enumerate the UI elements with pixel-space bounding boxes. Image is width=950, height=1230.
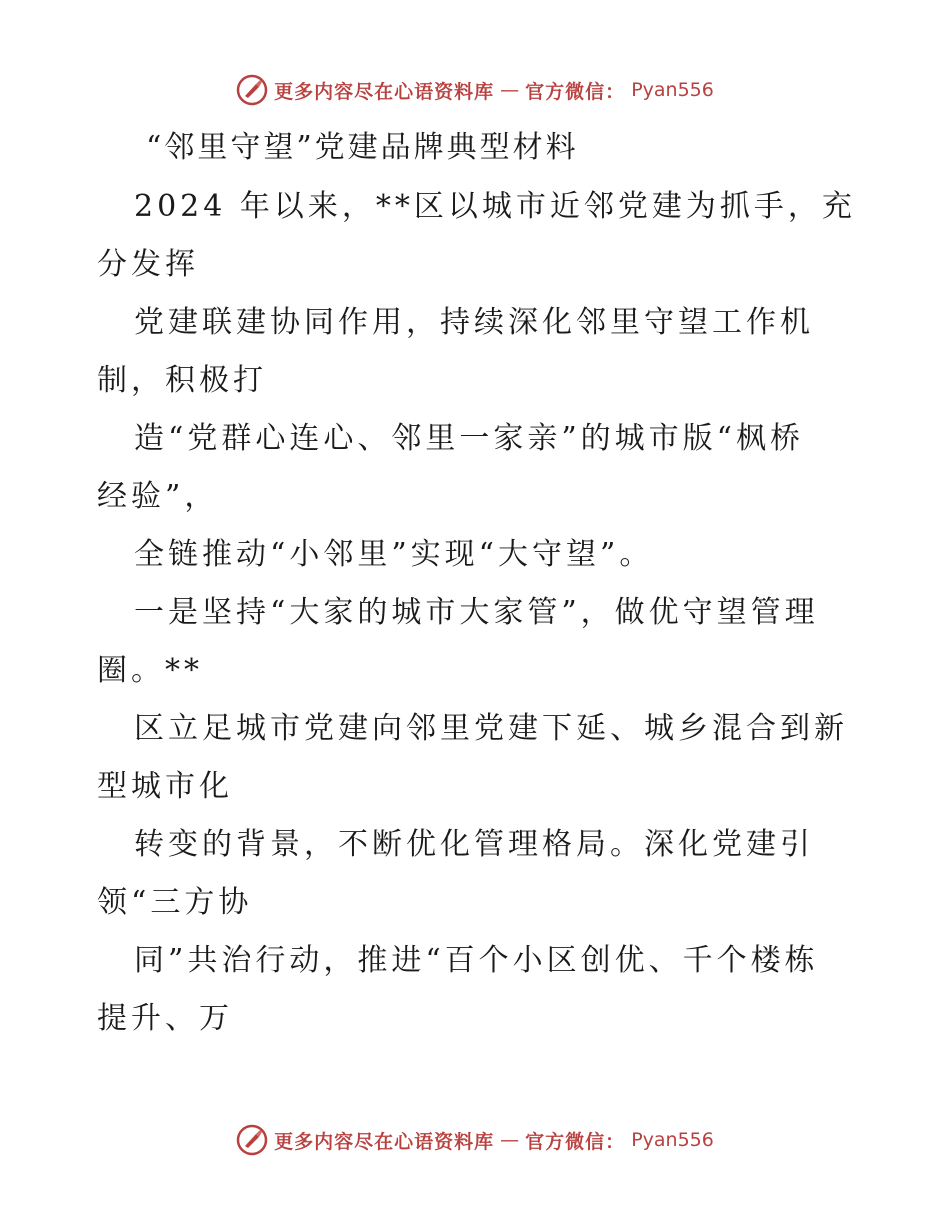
banner-text: 更多内容尽在心语资料库 [274,1130,495,1153]
body-line: 全链推动“小邻里”实现“大守望”。 [134,537,654,572]
header-watermark-banner [0,70,950,110]
body-line: 圈。** [97,653,203,688]
body-line: 一是坚持“大家的城市大家管”，做优守望管理 [134,595,819,630]
body-line: 2024 年以来，**区以城市近邻党建为抓手，充 [134,189,856,224]
body-line: 转变的背景，不断优化管理格局。深化党建引 [134,827,814,862]
footer-watermark-banner [0,1120,950,1160]
banner-dash: — [500,1129,520,1151]
body-line: 造“党群心连心、邻里一家亲”的城市版“枫桥 [134,421,805,456]
banner-contact-label: 官方微信： [525,1130,626,1153]
body-line: 分发挥 [97,247,199,282]
pen-logo-icon [236,74,268,106]
pen-logo-icon [236,1124,268,1156]
document-title: “邻里守望”党建品牌典型材料 [146,130,579,165]
body-line: 区立足城市党建向邻里党建下延、城乡混合到新 [134,711,848,746]
body-line: 提升、万 [97,1001,233,1036]
body-line: 党建联建协同作用，持续深化邻里守望工作机 [134,305,814,340]
body-line: 型城市化 [97,769,233,804]
banner-dash: — [500,79,520,101]
body-line: 同”共治行动，推进“百个小区创优、千个楼栋 [134,943,819,978]
body-line: 领“三方协 [97,885,253,920]
body-line: 经验”， [97,479,219,514]
banner-contact-label: 官方微信： [525,80,626,103]
banner-contact-id: Pyan556 [631,79,714,101]
banner-text: 更多内容尽在心语资料库 [274,80,495,103]
body-line: 制，积极打 [97,363,267,398]
banner-contact-id: Pyan556 [631,1129,714,1151]
